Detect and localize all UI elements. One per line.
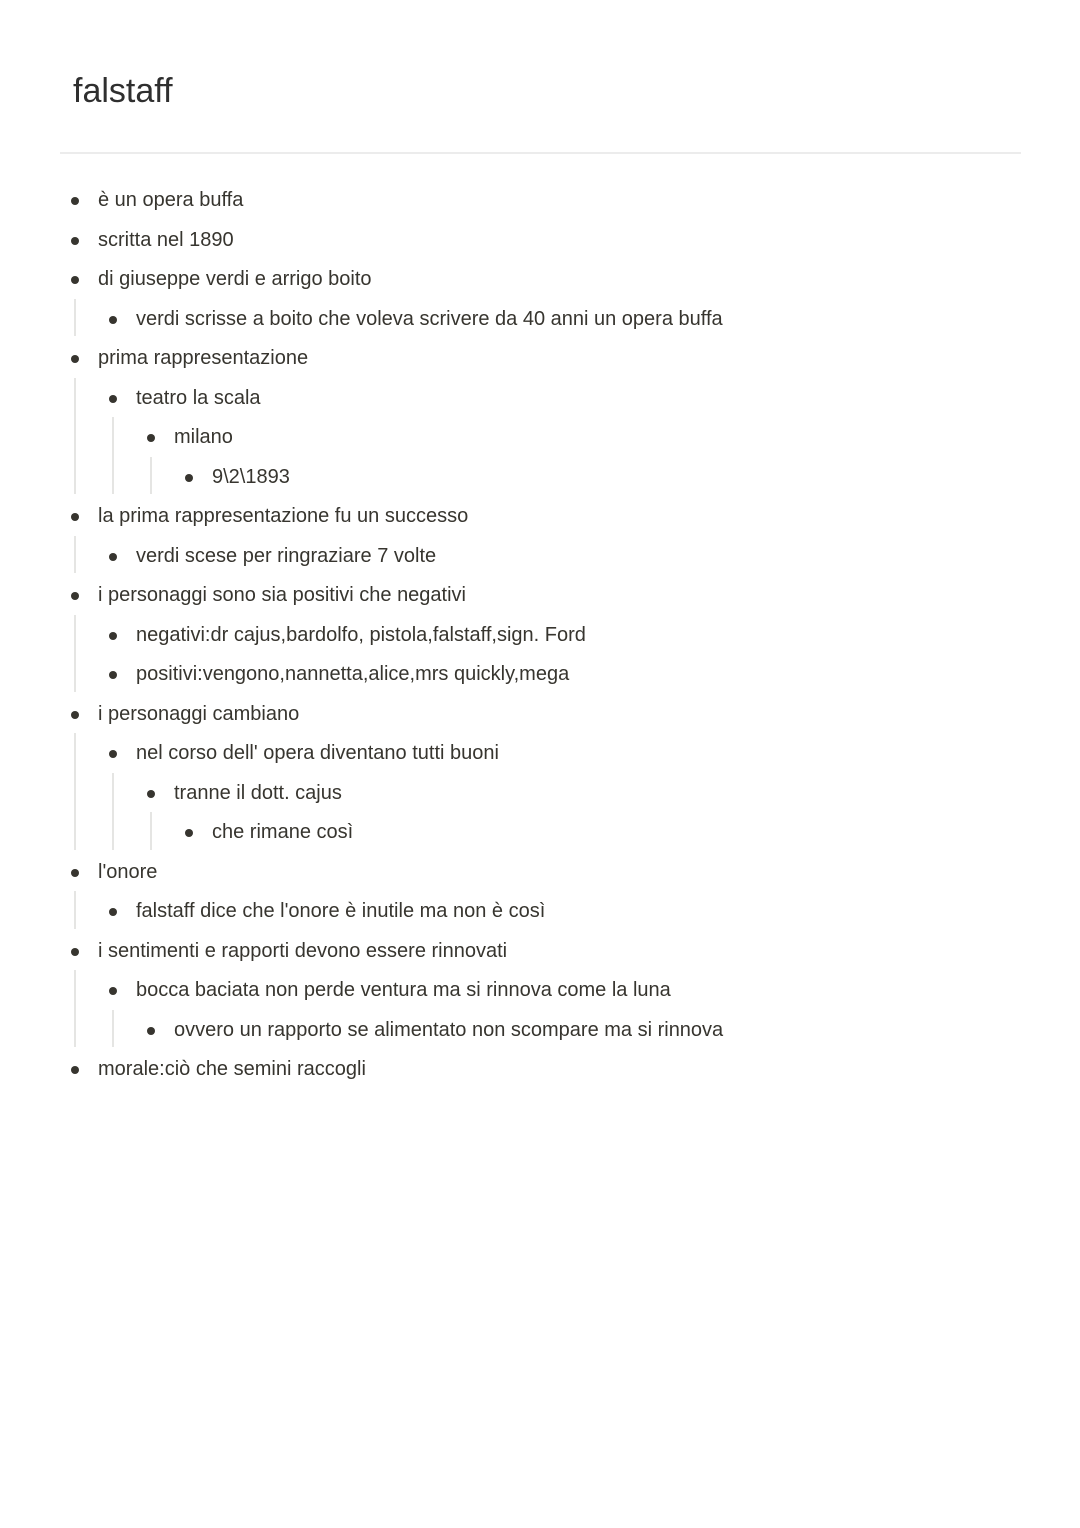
- list-item[interactable]: [66, 1049, 966, 1089]
- list-item[interactable]: [104, 891, 966, 931]
- list-item[interactable]: [66, 338, 966, 378]
- bullet-icon: [109, 553, 117, 561]
- indent-guide: [112, 1010, 114, 1048]
- list-item-text: 9\2\1893: [212, 465, 290, 488]
- bullet-icon: [71, 592, 79, 600]
- list-item-text: verdi scrisse a boito che voleva scrivere da 40 anni un opera buffa: [136, 307, 723, 330]
- bullet-icon: [147, 1027, 155, 1035]
- list-item-text: i personaggi sono sia positivi che negativi: [98, 584, 466, 606]
- list-item[interactable]: [66, 259, 966, 299]
- bullet-icon: [109, 316, 117, 324]
- list-item[interactable]: [180, 812, 966, 852]
- list-item[interactable]: [66, 852, 966, 892]
- list-item[interactable]: [104, 654, 966, 694]
- list-item[interactable]: [66, 931, 966, 971]
- indent-guide: [112, 773, 114, 850]
- list-item[interactable]: [180, 457, 966, 497]
- indent-guide: [150, 457, 152, 495]
- list-item-text: l'onore: [98, 860, 158, 883]
- list-item[interactable]: [142, 417, 966, 457]
- bullet-icon: [147, 434, 155, 442]
- list-item[interactable]: [104, 970, 966, 1010]
- indent-guide: [74, 970, 76, 1047]
- list-item-text: falstaff dice che l'onore è inutile ma non è così: [136, 900, 546, 922]
- bullet-icon: [109, 671, 117, 679]
- list-item-text: scritta nel 1890: [98, 228, 234, 251]
- list-item-text: morale:ciò che semini raccogli: [98, 1058, 366, 1080]
- list-item-text: bocca baciata non perde ventura ma si rinnova come la luna: [136, 979, 671, 1001]
- list-item-text: di giuseppe verdi e arrigo boito: [98, 268, 372, 290]
- indent-guide: [112, 417, 114, 494]
- list-item[interactable]: [104, 536, 966, 576]
- bullet-icon: [185, 474, 193, 482]
- indent-guide: [150, 812, 152, 850]
- list-item-text: nel corso dell' opera diventano tutti buoni: [136, 742, 499, 764]
- bullet-icon: [71, 197, 79, 205]
- bullet-icon: [71, 513, 79, 521]
- list-item-text: è un opera buffa: [98, 189, 244, 211]
- bullet-icon: [71, 1066, 79, 1074]
- list-item-text: negativi:dr cajus,bardolfo, pistola,falstaff,sign. Ford: [136, 623, 586, 646]
- bullet-icon: [71, 237, 79, 245]
- title-divider: [60, 152, 1021, 154]
- bullet-icon: [71, 276, 79, 284]
- list-item-text: tranne il dott. cajus: [174, 781, 342, 804]
- list-item[interactable]: [104, 299, 966, 339]
- list-item-text: la prima rappresentazione fu un successo: [98, 505, 469, 527]
- list-item[interactable]: [104, 733, 966, 773]
- list-item[interactable]: [66, 694, 966, 734]
- bullet-icon: [109, 908, 117, 916]
- list-item-text: ovvero un rapporto se alimentato non scompare ma si rinnova: [174, 1018, 724, 1041]
- list-item-text: positivi:vengono,nannetta,alice,mrs quickly,mega: [136, 663, 570, 685]
- bullet-icon: [71, 948, 79, 956]
- bullet-icon: [185, 829, 193, 837]
- list-item[interactable]: [66, 220, 966, 260]
- bullet-icon: [109, 395, 117, 403]
- list-item-text: i sentimenti e rapporti devono essere rinnovati: [98, 939, 508, 962]
- indent-guide: [74, 615, 76, 692]
- indent-guide: [74, 378, 76, 495]
- page-title: falstaff: [73, 72, 173, 110]
- indent-guide: [74, 536, 76, 574]
- list-item-text: prima rappresentazione: [98, 347, 309, 369]
- list-item-text: teatro la scala: [136, 386, 261, 409]
- list-item-text: milano: [174, 426, 233, 448]
- list-item[interactable]: [142, 1010, 966, 1050]
- list-item-text: i personaggi cambiano: [98, 702, 300, 725]
- list-item[interactable]: [66, 575, 966, 615]
- bullet-icon: [109, 987, 117, 995]
- list-item-text: verdi scese per ringraziare 7 volte: [136, 544, 437, 567]
- indent-guide: [74, 733, 76, 850]
- list-item[interactable]: [104, 615, 966, 655]
- indent-guide: [74, 891, 76, 929]
- bullet-icon: [71, 869, 79, 877]
- bullet-icon: [71, 711, 79, 719]
- list-item[interactable]: [104, 378, 966, 418]
- bullet-icon: [147, 790, 155, 798]
- list-item[interactable]: [66, 496, 966, 536]
- bullet-icon: [109, 632, 117, 640]
- bullet-icon: [109, 750, 117, 758]
- bullet-icon: [71, 355, 79, 363]
- list-item[interactable]: [142, 773, 966, 813]
- indent-guide: [74, 299, 76, 337]
- list-item-text: che rimane così: [212, 821, 354, 843]
- list-item[interactable]: [66, 180, 966, 220]
